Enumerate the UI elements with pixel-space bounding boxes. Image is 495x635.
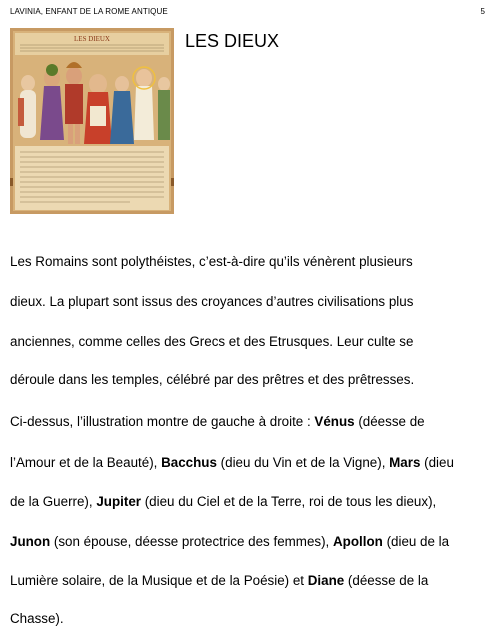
- intro-text: Ci-dessus, l’illustration montre de gauche à droite :: [10, 414, 315, 429]
- section-title: LES DIEUX: [185, 31, 280, 51]
- gods-illustration: [10, 28, 174, 214]
- page-number: 5: [480, 7, 485, 16]
- paragraph-intro: [10, 254, 492, 394]
- diane-name: Diane: [307, 573, 345, 588]
- venus-desc-cont: l’Amour et de la Beauté),: [10, 455, 162, 470]
- gods-illustration-art: [10, 28, 174, 214]
- apollon-desc-cont: Lumière solaire, de la Musique et de la Poésie) et: [10, 573, 308, 588]
- paragraph-line: déroule dans les temples, célébré par des prêtres et des prêtresses.: [10, 372, 415, 387]
- paragraph-line: Chasse).: [10, 611, 64, 626]
- mars-desc-cont: de la Guerre),: [10, 494, 97, 509]
- paragraph-line: [10, 494, 436, 509]
- jupiter-desc: (dieu du Ciel et de la Terre, roi de tous les dieux),: [141, 494, 437, 509]
- bacchus-name: Bacchus: [161, 455, 217, 470]
- document-title: LAVINIA, ENFANT DE LA ROME ANTIQUE: [10, 7, 168, 16]
- paragraph-line: anciennes, comme celles des Grecs et des Etrusques. Leur culte se: [10, 334, 414, 349]
- running-header: [10, 7, 485, 19]
- paragraph-line: [10, 414, 425, 429]
- venus-name: Vénus: [314, 414, 355, 429]
- junon-name: Junon: [10, 534, 51, 549]
- mars-name: Mars: [389, 455, 421, 470]
- paragraph-line: dieux. La plupart sont issus des croyances d’autres civilisations plus: [10, 294, 414, 309]
- paragraph-line: [10, 534, 449, 549]
- bacchus-desc: (dieu du Vin et de la Vigne),: [216, 455, 390, 470]
- apollon-name: Apollon: [333, 534, 383, 549]
- junon-desc: (son épouse, déesse protectrice des femmes),: [50, 534, 333, 549]
- mars-desc: (dieu: [420, 455, 454, 470]
- diane-desc: (déesse de la: [344, 573, 429, 588]
- paragraph-line: [10, 455, 454, 470]
- paragraph-line: [10, 573, 428, 588]
- jupiter-name: Jupiter: [96, 494, 141, 509]
- apollon-desc: (dieu de la: [382, 534, 450, 549]
- venus-desc: (déesse de: [354, 414, 425, 429]
- panel-title: LES DIEUX: [74, 35, 110, 43]
- paragraph-line: Les Romains sont polythéistes, c’est-à-dire qu’ils vénèrent plusieurs: [10, 254, 413, 269]
- paragraph-gods-list: [10, 414, 492, 624]
